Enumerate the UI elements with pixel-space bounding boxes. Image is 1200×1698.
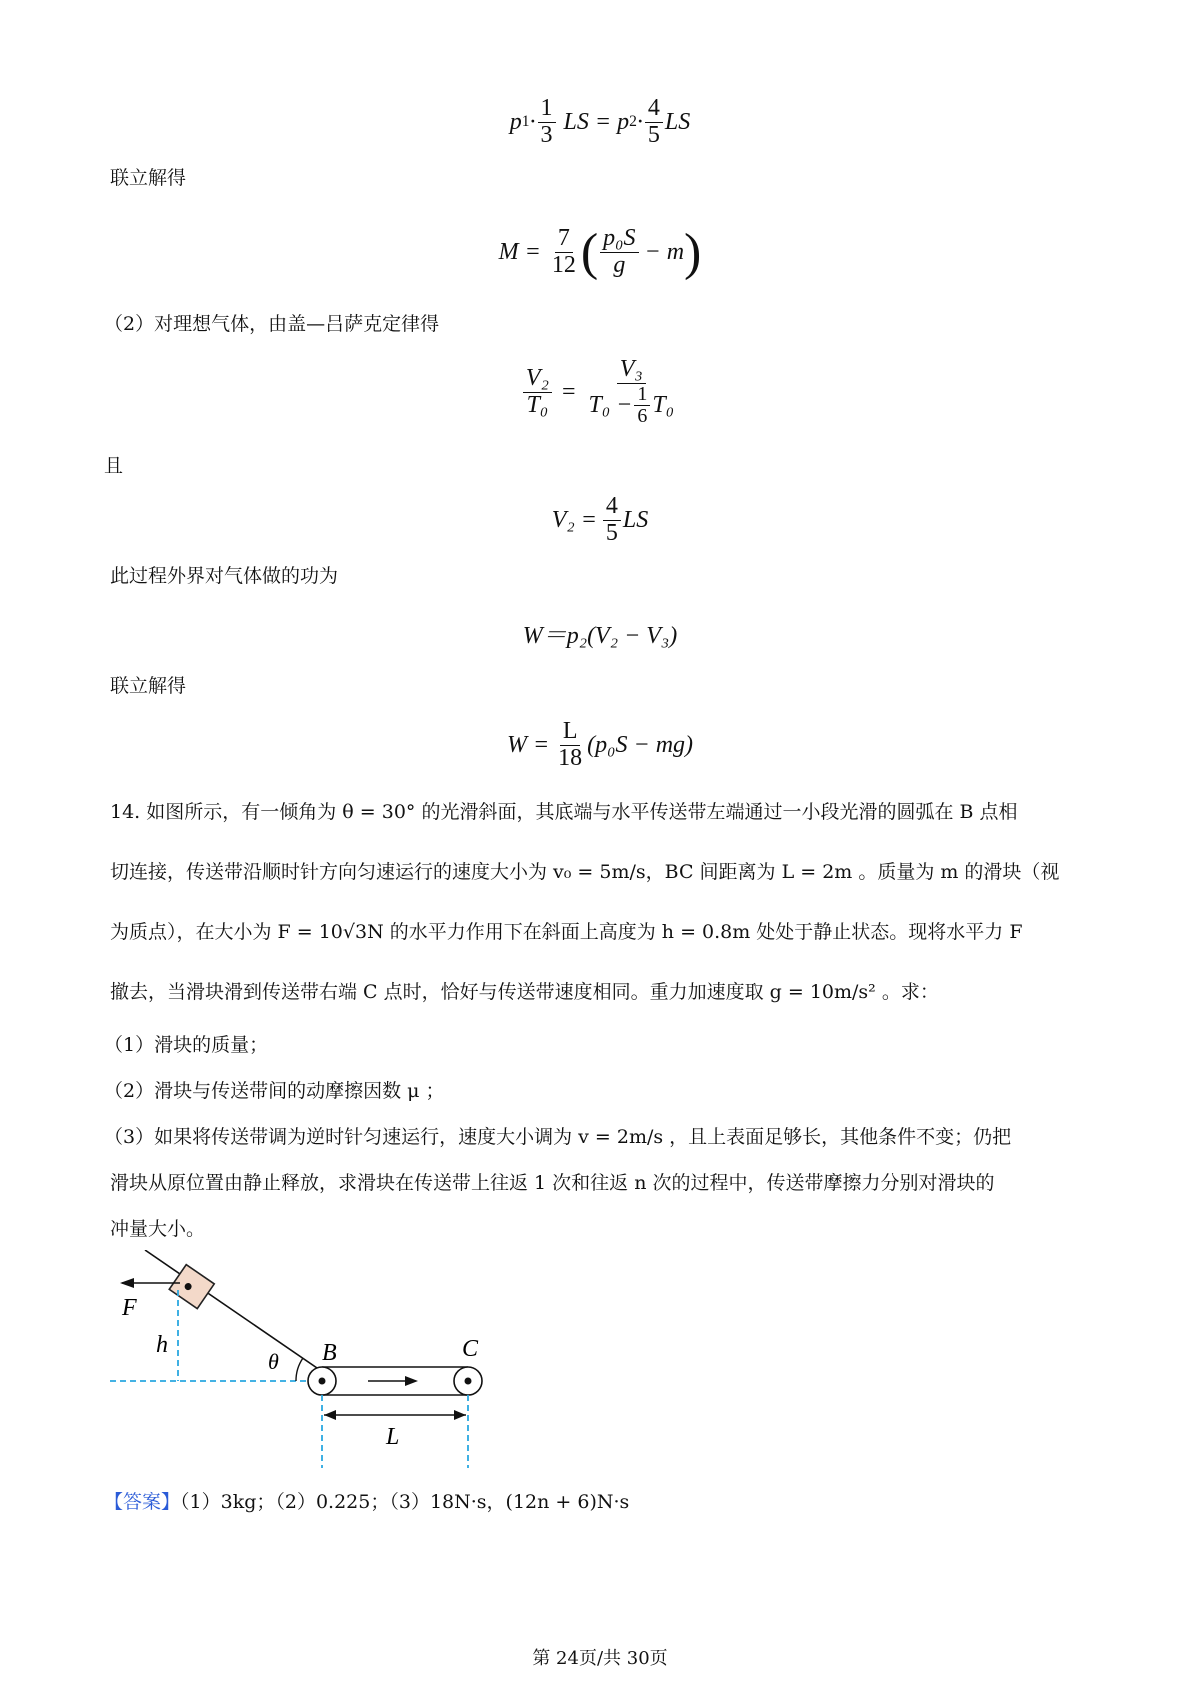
eq1-mid: LS =	[563, 108, 612, 135]
eq1-p: p	[509, 108, 522, 135]
eq3-den-b: T₀	[652, 391, 675, 418]
eq3-den-a: T₀ −	[588, 391, 633, 418]
label-C: C	[462, 1336, 479, 1362]
incline-line	[145, 1250, 336, 1381]
label-theta: θ	[268, 1349, 279, 1374]
eq1-p2: p	[617, 108, 630, 135]
eq4-lhs: V₂ =	[551, 506, 597, 533]
text-part2: （2）对理想气体，由盖—吕萨克定律得	[104, 313, 440, 335]
answer-line	[104, 1488, 629, 1516]
eq1-end: LS	[664, 108, 691, 135]
eq2-lhs: M =	[498, 238, 541, 265]
eq5-text: W＝p₂(V₂ − V₃)	[522, 622, 678, 649]
eq1-sub2: 2	[629, 113, 637, 130]
eq2-tail: − m	[644, 238, 685, 265]
label-L: L	[386, 1424, 400, 1450]
label-B: B	[322, 1340, 337, 1366]
question-3-line-1: （3）如果将传送带调为逆时针匀速运行，速度大小调为 v = 2m/s ，且上表面足够长，其他条件不变；仍把	[104, 1126, 1012, 1148]
label-F: F	[122, 1295, 137, 1321]
equation-pressure-volume: p 1 · $\frac{1}{3}$ LS = p 2 · $\frac{4}{5}$ LS	[509, 95, 691, 148]
eq3-den-frac: $\frac{1}{6}$	[634, 384, 650, 427]
pulley-right-center	[465, 1378, 472, 1385]
eq1-frac-2: $\frac{4}{5}$	[645, 96, 663, 147]
equation-volume	[0, 488, 1200, 552]
equation-work-result	[0, 712, 1200, 778]
problem-line-1: 14. 如图所示，有一倾角为 θ = 30° 的光滑斜面，其底端与水平传送带左端通过一小段光滑的圆弧在 B 点相	[110, 801, 1018, 823]
problem-text	[104, 782, 1110, 1252]
eq2-frac: $\frac{7}{12}$	[551, 225, 576, 278]
eq1-frac-1: $\frac{1}{3}$	[538, 96, 556, 147]
text-solve-2: 联立解得	[110, 675, 187, 697]
eq6-lhs: W =	[506, 731, 550, 758]
page-footer: 第 24页/共 30页	[532, 1648, 668, 1669]
pulley-left-center	[319, 1378, 326, 1385]
eq4-end: LS	[622, 506, 649, 533]
eq1-sub1: 1	[521, 113, 530, 130]
text-solve-1: 联立解得	[110, 167, 187, 189]
text-and: 且	[104, 455, 124, 477]
eq3-equals: =	[561, 378, 576, 405]
eq4-frac: $\frac{4}{5}$	[603, 494, 621, 545]
answer-tag: 【答案】	[104, 1491, 181, 1513]
equation-work	[0, 610, 1200, 654]
force-arrowhead	[120, 1278, 134, 1288]
answer-text: （1）3kg；（2）0.225；（3）18N·s，(12n + 6)N·s	[180, 1491, 630, 1513]
problem-line-3: 为质点），在大小为 F = 10√3N 的水平力作用下在斜面上高度为 h = 0.8m 处处于静止状态。现将水平力 F	[110, 921, 1023, 943]
question-3-line-2: 滑块从原位置由静止释放，求滑块在传送带上往返 1 次和往返 n 次的过程中，传送带摩擦力分别对滑块的	[110, 1172, 995, 1194]
incline-conveyor-figure	[100, 1250, 540, 1470]
eq6-end: (p₀S − mg)	[587, 731, 694, 758]
angle-arc	[296, 1358, 303, 1381]
belt-direction-arrowhead	[405, 1376, 418, 1386]
label-h: h	[156, 1332, 168, 1358]
question-1: （1）滑块的质量；	[104, 1034, 269, 1056]
problem-line-2: 切连接，传送带沿顺时针方向匀速运行的速度大小为 v₀ = 5m/s，BC 间距离为 L = 2m 。质量为 m 的滑块（视	[110, 861, 1060, 883]
text-work: 此过程外界对气体做的功为	[110, 565, 339, 587]
equation-gay-lussac	[0, 348, 1200, 436]
question-2: （2）滑块与传送带间的动摩擦因数 μ ；	[104, 1080, 445, 1102]
length-arrowhead-left	[324, 1410, 336, 1420]
equation-mass: M = $\frac{7}{12}$ ( $\frac{\text{p₀S}}{g}$ − m )	[498, 223, 702, 281]
problem-line-4: 撤去，当滑块滑到传送带右端 C 点时，恰好与传送带速度相同。重力加速度取 g = 10m/s² 。求：	[110, 981, 939, 1003]
length-arrowhead-right	[454, 1410, 466, 1420]
eq3-left-frac: $\frac{\text{V₂}}{\text{T₀}}$	[523, 366, 552, 417]
eq6-frac: $\frac{L}{18}$	[558, 718, 583, 771]
eq3-right-frac: V₃ T₀ − $\frac{1}{6}$ T₀	[588, 356, 675, 427]
question-3-line-3: 冲量大小。	[110, 1218, 206, 1240]
eq2-inner-frac: $\frac{\text{p₀S}}{g}$	[600, 226, 638, 277]
